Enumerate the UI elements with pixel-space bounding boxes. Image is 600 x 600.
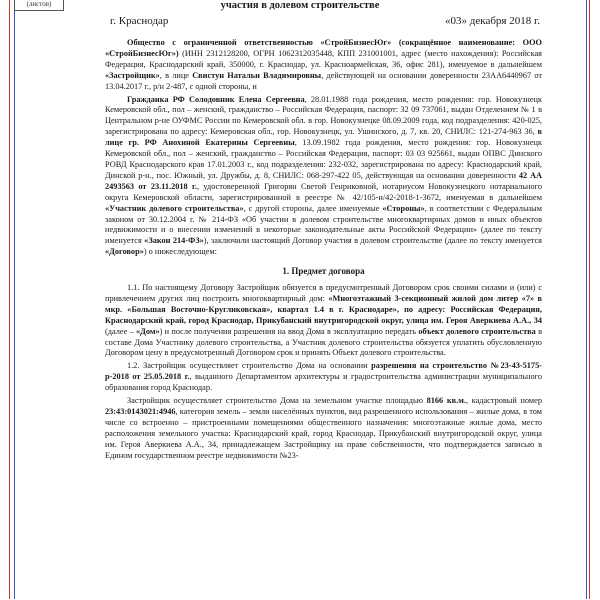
contract-term: «Договор» bbox=[105, 247, 144, 257]
participant-representative: в лице гр. РФ Анохиной Екатерины Сергеевны bbox=[105, 127, 542, 148]
land-text-b: , категория земель – земли населённых пунктов, вид разрешенного использования – жилые дома, в том числе со встроенно – пристроенными помещениями общественного назначения: многоэтажные жилые дома, место расположения земельного участка: Краснодарский край, город Краснодар, Прикубанский внутригородской округ, улица им. Героя Аверкиева А.А., 34, принадлежащем Застройщику на праве собственности, что подтверждается записью в Едином государственном реестре недвижимости №23- bbox=[105, 407, 542, 460]
contract-city: г. Краснодар bbox=[110, 15, 169, 27]
clause-1-1-intro: 1.1. По настоящему Договору Застройщик обязуется в предусмотренный Договором срок своими силами и (или) с привлечением других лиц построить многоквартирный дом: bbox=[105, 283, 542, 303]
contract-date: «03» декабря 2018 г. bbox=[445, 15, 540, 27]
contract-text: ), заключили настоящий Договор участия в долевом строительстве (далее по тексту именуется bbox=[203, 236, 542, 246]
document-title: участия в долевом строительстве bbox=[220, 0, 380, 11]
law-term: «Закон 214-ФЗ» bbox=[144, 236, 204, 246]
building-term: «Дом» bbox=[135, 326, 160, 336]
developer-representative: Свистун Натальи Владимировны bbox=[192, 70, 322, 80]
land-area: 8166 кв.м. bbox=[426, 396, 466, 406]
clause-1-2 bbox=[105, 361, 542, 394]
date-line bbox=[110, 15, 540, 28]
building-permit: разрешения на строительство №23-43-5175-р-2018 от 25.05.2018 г. bbox=[105, 361, 542, 382]
clause-1-1-text-c: в составе Дома Участнику долевого строительства, а Участник долевого строительства обязуется уплатить обусловленную Договором цену в предусмотренный Договором срок и принять Объект долевого строительства. bbox=[105, 326, 542, 358]
developer-role: «Застройщик» bbox=[105, 70, 160, 80]
section-heading: 1. Предмет договора bbox=[282, 266, 365, 277]
clause-1-2-intro: 1.2. Застройщик осуществляет строительство Дома на основании bbox=[127, 361, 372, 371]
document-body bbox=[105, 38, 542, 464]
developer-paragraph bbox=[105, 38, 542, 93]
land-paragraph bbox=[105, 396, 542, 461]
representative-details: , 13.09.1982 года рождения, место рождения: гор. Новокузнецк Кемеровской обл., пол – женский, гражданство – Российская Федерация, паспорт: 03 03 925661, выдан ОПВС Динского РОВД Краснодарского края 17.01.2003 г., код подразделения: 232-032, зарегистрирована по адресу: Краснодарский край, Динской р-н., пос. Южный, ул. Дружбы, д. 8, СНИЛС: 068-297-422 05, действующая на основании доверенности bbox=[105, 138, 542, 180]
sheets-stamp: (листов) bbox=[14, 0, 64, 11]
parties-term: «Стороны» bbox=[382, 203, 425, 213]
building-description: «Многоэтажный 3-секционный жилой дом литер «7» в мкр. «Большая Восточно-Кругликовская», квартал 1.4 в г. Краснодаре», по адресу: Российская Федерация, Краснодарский край, город Краснодар, Прикубанский внутригородской округ, улица им. Героя Аверкиева А.А., 34 bbox=[105, 293, 542, 325]
preamble-end: ) о нижеследующем: bbox=[143, 247, 217, 257]
clause-1-2-text: , выданного Департаментом архитектуры и градостроительства администрации муниципального образования город Краснодар. bbox=[105, 372, 542, 393]
clause-1-1 bbox=[105, 283, 542, 359]
participant-name: Гражданка РФ Солодовник Елена Сергеевна bbox=[127, 94, 305, 104]
land-text-a: , кадастровый номер bbox=[465, 396, 542, 406]
participant-details: , 28.01.1988 года рождения, место рождения: гор. Новокузнецк Кемеровской обл., пол – женский, гражданство – Российская Федерация, паспорт: 32 09 737061, выдан Отделением № 1 в Центральном р-не ОУФМС России по Кемеровской обл. в гор. Новокузнецке 08.09.2009 года, код подразделения: 420-025, зарегистрирована по адресу: Кемеровская обл., гор. Новокузнецк, ул. Ушинского, д. 7, кв. 20, СНИЛС: 121-274-963 36, bbox=[105, 94, 542, 137]
developer-details: (ИНН 2312128200, ОГРН 1062312035448, КПП 231001001, адрес (место нахождения): Российская Федерация, Краснодарский край, 350000, г. Краснодар, ул. Красноармейская, 36, офис 281), именуемое в дальнейшем bbox=[105, 48, 542, 69]
clause-1-1-text-a: (далее – bbox=[105, 326, 136, 336]
law-reference: , в соответствии с Федеральным законом от 30.12.2004 г. № 214-ФЗ «Об участии в долевом строительстве многоквартирных домов и иных объектов недвижимости и о внесении изменений в некоторые законодательные акты Российской Федерации» (далее по тексту именуется bbox=[105, 203, 542, 246]
developer-name: Общество с ограниченной ответственностью «СтройБизнесЮг» (сокращённое наименование: ООО «СтройБизнесЮг») bbox=[105, 38, 542, 58]
notary-details: , удостоверенной Григорян Светой Генриковной, нотариусом Новокузнецкого нотариального округа Кемеровской области, зарегистрированной в реестре № 42/105-н/42-2018-1-3672, именуемая в дальнейшем bbox=[105, 181, 542, 202]
developer-text: , в лице bbox=[159, 70, 193, 80]
parties-text: , с другой стороны, далее именуемые bbox=[243, 203, 383, 213]
participant-role: «Участник долевого строительства» bbox=[105, 203, 244, 213]
clause-1-1-text-b: ) и после получения разрешения на ввод Дома в эксплуатацию передать bbox=[159, 326, 419, 336]
power-of-attorney-number: 42 АА 2493563 от 23.11.2018 г. bbox=[105, 170, 542, 191]
developer-authority: , действующей на основании доверенности 23АА6440967 от 13.04.2017 г., р/н 2-487, с одной стороны, и bbox=[105, 70, 542, 91]
object-term: объект долевого строительства bbox=[418, 326, 536, 336]
participant-paragraph bbox=[105, 95, 542, 259]
cadastral-number: 23:43:0143021:4946 bbox=[105, 407, 176, 416]
land-intro: Застройщик осуществляет строительство Дома на земельном участке площадью bbox=[127, 396, 427, 406]
